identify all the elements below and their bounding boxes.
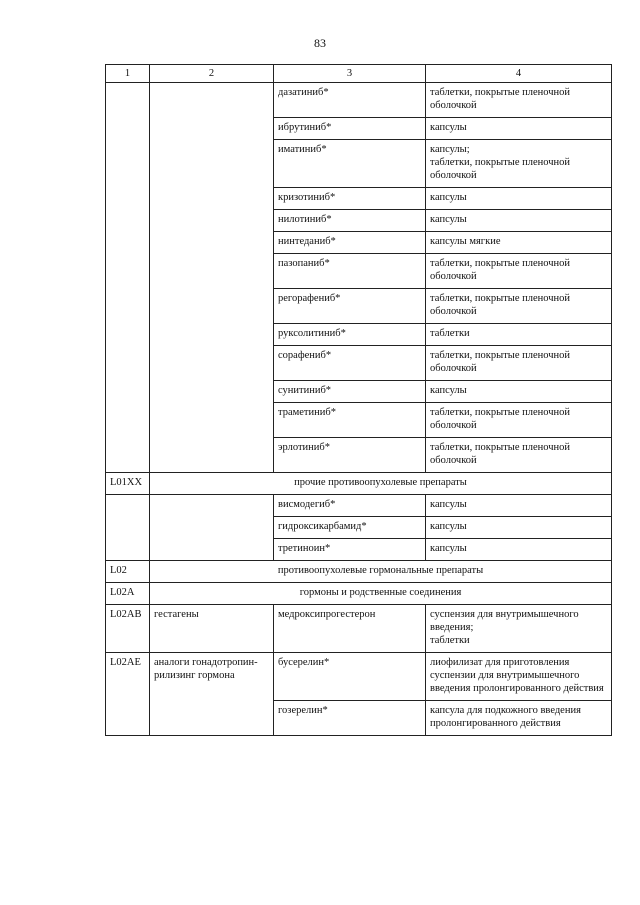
drug-name: сунитиниб* <box>274 381 426 403</box>
group-title: гормоны и родственные соединения <box>150 583 612 605</box>
drug-name: ибрутиниб* <box>274 118 426 140</box>
group-header-row <box>106 473 612 495</box>
dosage-form: лиофилизат для приготовления суспензии для внутримышечного введения пролонгированного действия <box>426 653 612 701</box>
drug-name: гозерелин* <box>274 701 426 736</box>
page-number: 83 <box>314 36 326 50</box>
drug-name: нинтеданиб* <box>274 232 426 254</box>
dosage-form: капсулы <box>426 118 612 140</box>
dosage-form: капсулы <box>426 539 612 561</box>
table-row <box>106 653 612 701</box>
group-title: прочие противоопухолевые препараты <box>150 473 612 495</box>
drug-name: третиноин* <box>274 539 426 561</box>
dosage-form: капсулы мягкие <box>426 232 612 254</box>
atc-code: L02 <box>106 561 150 583</box>
drug-name: сорафениб* <box>274 346 426 381</box>
drug-name: регорафениб* <box>274 289 426 324</box>
table-header-row <box>106 65 612 83</box>
drug-name: пазопаниб* <box>274 254 426 289</box>
dosage-form: капсулы <box>426 381 612 403</box>
dosage-form: таблетки, покрытые пленочной оболочкой <box>426 346 612 381</box>
drug-name: траметиниб* <box>274 403 426 438</box>
drug-name: руксолитиниб* <box>274 324 426 346</box>
drug-name: висмодегиб* <box>274 495 426 517</box>
dosage-form: таблетки <box>426 324 612 346</box>
column-header-2: 2 <box>150 65 274 83</box>
group-header-row <box>106 561 612 583</box>
dosage-form: таблетки, покрытые пленочной оболочкой <box>426 438 612 473</box>
column-header-3: 3 <box>274 65 426 83</box>
group-cell-empty <box>150 495 274 561</box>
drug-name: нилотиниб* <box>274 210 426 232</box>
group-cell-empty <box>150 83 274 473</box>
column-header-4: 4 <box>426 65 612 83</box>
atc-code: L02AB <box>106 605 150 653</box>
dosage-form: таблетки, покрытые пленочной оболочкой <box>426 289 612 324</box>
dosage-form: капсулы; таблетки, покрытые пленочной оболочкой <box>426 140 612 188</box>
code-cell-empty <box>106 83 150 473</box>
group-header-row <box>106 583 612 605</box>
drug-name: иматиниб* <box>274 140 426 188</box>
table-row <box>106 605 612 653</box>
group-name: аналоги гонадотропин-рилизинг гормона <box>150 653 274 736</box>
dosage-form: капсулы <box>426 517 612 539</box>
dosage-form: таблетки, покрытые пленочной оболочкой <box>426 83 612 118</box>
drug-name: медроксипрогестерон <box>274 605 426 653</box>
column-header-1: 1 <box>106 65 150 83</box>
drug-name: дазатиниб* <box>274 83 426 118</box>
atc-code: L02A <box>106 583 150 605</box>
table-row <box>106 495 612 517</box>
dosage-form: капсула для подкожного введения пролонгированного действия <box>426 701 612 736</box>
group-name: гестагены <box>150 605 274 653</box>
drug-name: бусерелин* <box>274 653 426 701</box>
drug-name: гидроксикарбамид* <box>274 517 426 539</box>
dosage-form: таблетки, покрытые пленочной оболочкой <box>426 403 612 438</box>
dosage-form: капсулы <box>426 495 612 517</box>
atc-code: L01XX <box>106 473 150 495</box>
drug-name: кризотиниб* <box>274 188 426 210</box>
dosage-form: суспензия для внутримышечного введения; таблетки <box>426 605 612 653</box>
dosage-form: капсулы <box>426 210 612 232</box>
table-row <box>106 83 612 118</box>
dosage-form: капсулы <box>426 188 612 210</box>
drug-name: эрлотиниб* <box>274 438 426 473</box>
code-cell-empty <box>106 495 150 561</box>
dosage-form: таблетки, покрытые пленочной оболочкой <box>426 254 612 289</box>
group-title: противоопухолевые гормональные препараты <box>150 561 612 583</box>
drug-table <box>105 64 612 736</box>
atc-code: L02AE <box>106 653 150 736</box>
